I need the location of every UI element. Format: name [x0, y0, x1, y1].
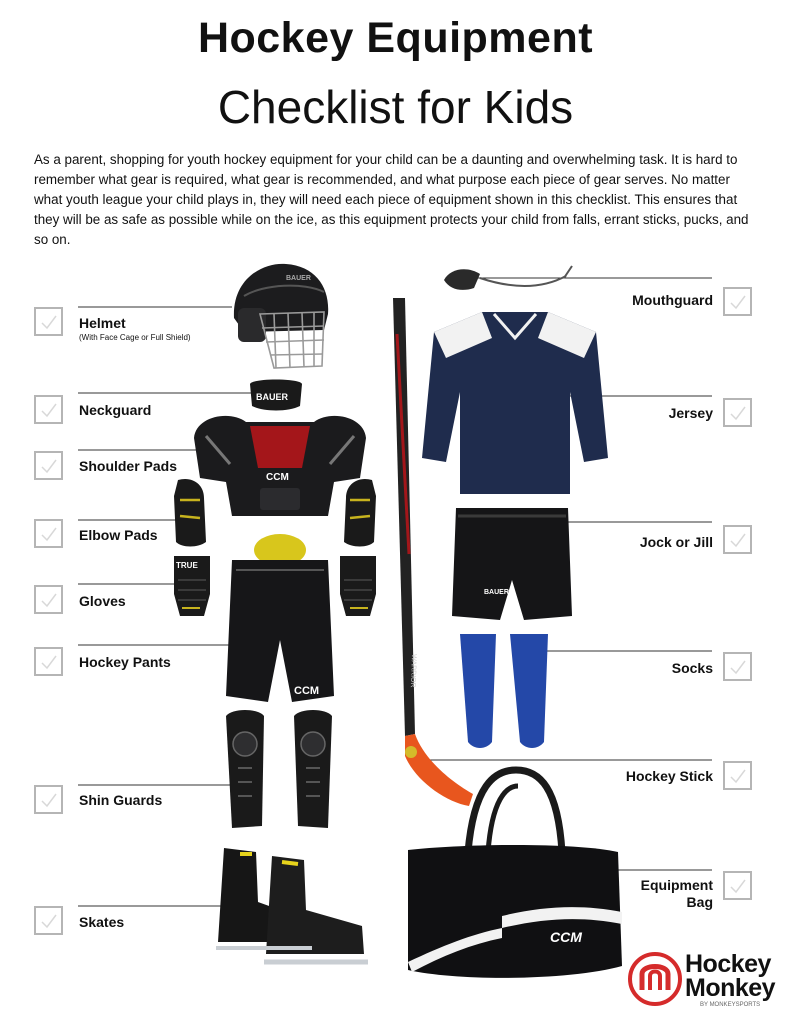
glove-right-illustration: [336, 550, 380, 620]
checkbox-jersey[interactable]: [723, 398, 752, 427]
checkmark-icon: [728, 530, 748, 550]
elbow-pad-left-illustration: [170, 476, 210, 550]
checkmark-icon: [39, 456, 59, 476]
glove-left-illustration: [170, 550, 214, 620]
hockey-monkey-logo-icon: [628, 952, 682, 1006]
checkmark-icon: [728, 403, 748, 423]
jock-shorts-illustration: [450, 504, 574, 624]
checkbox-shin-guards[interactable]: [34, 785, 63, 814]
checkmark-icon: [728, 876, 748, 896]
logo-tagline: BY MONKEYSPORTS: [700, 1002, 761, 1008]
helmet-brand: BAUER: [286, 275, 311, 282]
helmet-illustration: [224, 258, 334, 378]
item-hockey-stick: Hockey Stick: [625, 768, 713, 784]
checkmark-icon: [39, 590, 59, 610]
item-neckguard: Neckguard: [79, 402, 152, 418]
pants-brand: CCM: [294, 685, 320, 697]
glove-brand: TRUE: [176, 561, 198, 570]
checkbox-helmet[interactable]: [34, 307, 63, 336]
checkmark-icon: [39, 400, 59, 420]
mouthguard-illustration: [440, 262, 580, 296]
checkbox-gloves[interactable]: [34, 585, 63, 614]
item-shoulder-pads: Shoulder Pads: [79, 458, 178, 474]
neckguard-illustration: [248, 376, 304, 412]
checkmark-icon: [39, 312, 59, 332]
checkmark-icon: [728, 657, 748, 677]
checkmark-icon: [39, 790, 59, 810]
equipment-bag-illustration: [402, 766, 626, 988]
shin-guards-illustration: [222, 708, 338, 832]
checkmark-icon: [39, 524, 59, 544]
checkbox-skates[interactable]: [34, 906, 63, 935]
checkbox-hockey-pants[interactable]: [34, 647, 63, 676]
item-mouthguard: Mouthguard: [632, 292, 713, 308]
checkbox-elbow-pads[interactable]: [34, 519, 63, 548]
logo-line2: Monkey: [685, 974, 776, 1002]
checkmark-icon: [728, 766, 748, 786]
skates-illustration: [212, 842, 376, 974]
item-equipment-bag-line1: Equipment: [640, 877, 713, 893]
page-title: Hockey Equipment: [197, 14, 594, 62]
socks-illustration: [456, 630, 556, 754]
item-equipment-bag-line2: Bag: [686, 894, 713, 910]
item-skates: Skates: [79, 914, 125, 930]
checkbox-socks[interactable]: [723, 652, 752, 681]
logo-line1: Hockey: [685, 950, 771, 978]
item-helmet-label: Helmet: [79, 315, 126, 331]
checkbox-jock-or-jill[interactable]: [723, 525, 752, 554]
checkmark-icon: [39, 911, 59, 931]
checkmark-icon: [39, 652, 59, 672]
item-elbow-pads: Elbow Pads: [79, 527, 158, 543]
item-equipment-bag: [641, 877, 713, 911]
bag-brand: CCM: [550, 929, 582, 945]
stick-brand: WARRIOR: [408, 653, 417, 688]
item-gloves: Gloves: [79, 593, 126, 609]
checkbox-shoulder-pads[interactable]: [34, 451, 63, 480]
checkbox-neckguard[interactable]: [34, 395, 63, 424]
elbow-pad-right-illustration: [340, 476, 380, 550]
checkbox-mouthguard[interactable]: [723, 287, 752, 316]
item-hockey-pants: Hockey Pants: [79, 654, 171, 670]
page-subtitle: Checklist for Kids: [217, 81, 574, 133]
checkbox-equipment-bag[interactable]: [723, 871, 752, 900]
item-socks: Socks: [671, 660, 713, 676]
item-helmet-note: (With Face Cage or Full Shield): [79, 333, 191, 342]
hockey-pants-illustration: [222, 530, 338, 706]
shoulder-pads-brand: CCM: [266, 472, 289, 483]
item-shin-guards: Shin Guards: [79, 792, 163, 808]
item-jersey: Jersey: [668, 405, 713, 421]
item-jock-or-jill: Jock or Jill: [639, 534, 713, 550]
jock-brand: BAUER: [484, 589, 509, 596]
checkbox-hockey-stick[interactable]: [723, 761, 752, 790]
checkmark-icon: [728, 292, 748, 312]
neckguard-brand: BAUER: [256, 392, 289, 402]
intro-paragraph: As a parent, shopping for youth hockey equipment for your child can be a daunting and overwhelming task. It is hard to remember what gear is required, what gear is recommended, and what purpose each piece of gear serves. No matter what youth league your child plays in, they will need each piece of equipment shown in this checklist. This ensures that they will be as safe as possible while on the ice, as this equipment protects your child from falls, errant sticks, pucks, and so on.: [34, 152, 749, 247]
item-helmet: [79, 315, 191, 342]
jersey-illustration: [420, 308, 610, 498]
